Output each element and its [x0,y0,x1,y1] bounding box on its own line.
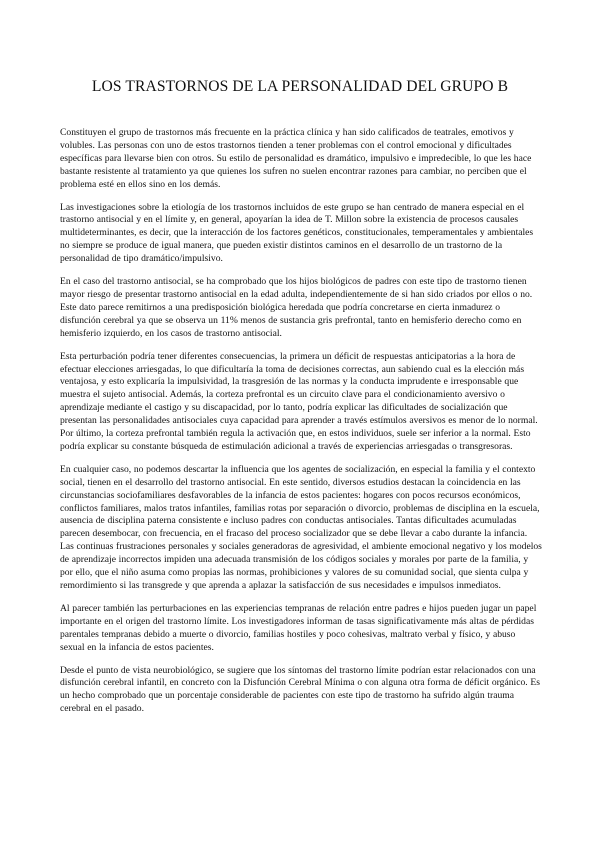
paragraph-consequences: Esta perturbación podría tener diferentes consecuencias, la primera un déficit de respuestas anticipatorias a la hora de efectuar elecciones arriesgadas, lo que dificultaría la toma de decisiones correctas, aun sabiendo cual es la elección más ventajosa, y esto explicaría la impulsividad, la trasgresión de las normas y la conducta imprudente e irresponsable que muestra el sujeto antisocial. Además, la corteza prefrontal es un circuito clave para el condicionamiento aversivo o aprendizaje mediante el castigo y su discapacidad, por lo tanto, podría explicar las dificultades de socialización que presentan las personalidades antisociales cuya capacidad para aprender a través estímulos aversivos es menor de lo normal. Por último, la corteza prefrontal también regula la activación que, en estos individuos, suele ser inferior a la normal. Esto podría explicar su constante búsqueda de estimulación adicional a través de experiencias arriesgadas o transgresoras. [60,350,538,452]
document-title: LOS TRASTORNOS DE LA PERSONALIDAD DEL GRUPO B [91,78,509,95]
paragraph-neurobiology: Desde el punto de vista neurobiológico, se sugiere que los síntomas del trastorno límite podrían estar relacionados con una disfunción cerebral infantil, en concreto con la Disfunción Cerebral Mínima o con alguna otra forma de déficit orgánico. Es un hecho comprobado que un porcentaje considerable de pacientes con este tipo de trastorno ha sufrido algún trauma cerebral en el pasado. [60,664,540,715]
paragraph-intro: Constituyen el grupo de trastornos más frecuente en la práctica clínica y han sido calificados de teatrales, emotivos y volubles. Las personas con uno de estos trastornos tienden a tener problemas con el control emocional y dificultades específicas para llevarse bien con otros. Su estilo de personalidad es dramático, impulsivo e impredecible, lo que les hace bastante resistente al tratamiento ya que quienes los sufren no suelen encontrar razones para cambiar, no perciben que el problema esté en ellos sino en los demás. [60,127,532,190]
document-body [60,127,542,726]
paragraph-borderline-relations: Al parecer también las perturbaciones en las experiencias tempranas de relación entre padres e hijos pueden jugar un papel importante en el origen del trastorno límite. Los investigadores informan de tasas significativamente más altas de pérdidas parentales tempranas debido a muerte o divorcio, familias hostiles y poco cohesivas, maltrato verbal y físico, y abuso sexual en la infancia de estos pacientes. [60,602,537,653]
paragraph-etiology: Las investigaciones sobre la etiología de los trastornos incluidos de este grupo se han centrado de manera especial en el trastorno antisocial y en el límite y, en general, apoyarían la idea de T. Millon sobre la existencia de procesos causales multideterminantes, es decir, que la interacción de los factores genéticos, constitucionales, temperamentales y ambientales no siempre se produce de igual manera, que pueden existir distintos caminos en el desarrollo de un trastorno de la personalidad de tipo dramático/impulsivo. [60,201,534,265]
paragraph-socialization: En cualquier caso, no podemos descartar la influencia que los agentes de socialización, en especial la familia y el contexto social, tienen en el desarrollo del trastorno antisocial. En este sentido, diversos estudios destacan la coincidencia en las circunstancias sociofamiliares desfavorables de la infancia de estos pacientes: hogares con pocos recursos económicos, conflictos familiares, malos tratos infantiles, familias rotas por separación o divorcio, problemas de disciplina en la escuela, ausencia de disciplina paterna consistente e incluso padres con conductas antisociales. Tantas dificultades acumuladas parecen desembocar, con frecuencia, en el fracaso del proceso socializador que se debe llevar a cabo durante la infancia. Las continuas frustraciones personales y sociales generadoras de agresividad, el ambiente emocional negativo y los modelos de aprendizaje incorrectos impiden una adecuada transmisión de los códigos sociales y morales por parte de la familia, y por ello, que el niño asuma como propias las normas, prohibiciones y valores de su comunidad social, que sienta culpa y remordimiento si las transgrede y que aprenda a aplazar la satisfacción de sus necesidades e impulsos inmediatos. [60,463,542,591]
paragraph-antisocial-biology: En el caso del trastorno antisocial, se ha comprobado que los hijos biológicos de padres con este tipo de trastorno tienen mayor riesgo de presentar trastorno antisocial en la edad adulta, independientemente de si han sido criados por ellos o no. Este dato parece remitirnos a una predisposición biológica heredada que podría concretarse en cierta inmadurez o disfunción cerebral ya que se observa un 11% menos de sustancia gris prefrontal, tanto en hemisferio derecho como en hemisferio izquierdo, en los casos de trastorno antisocial. [60,276,533,339]
